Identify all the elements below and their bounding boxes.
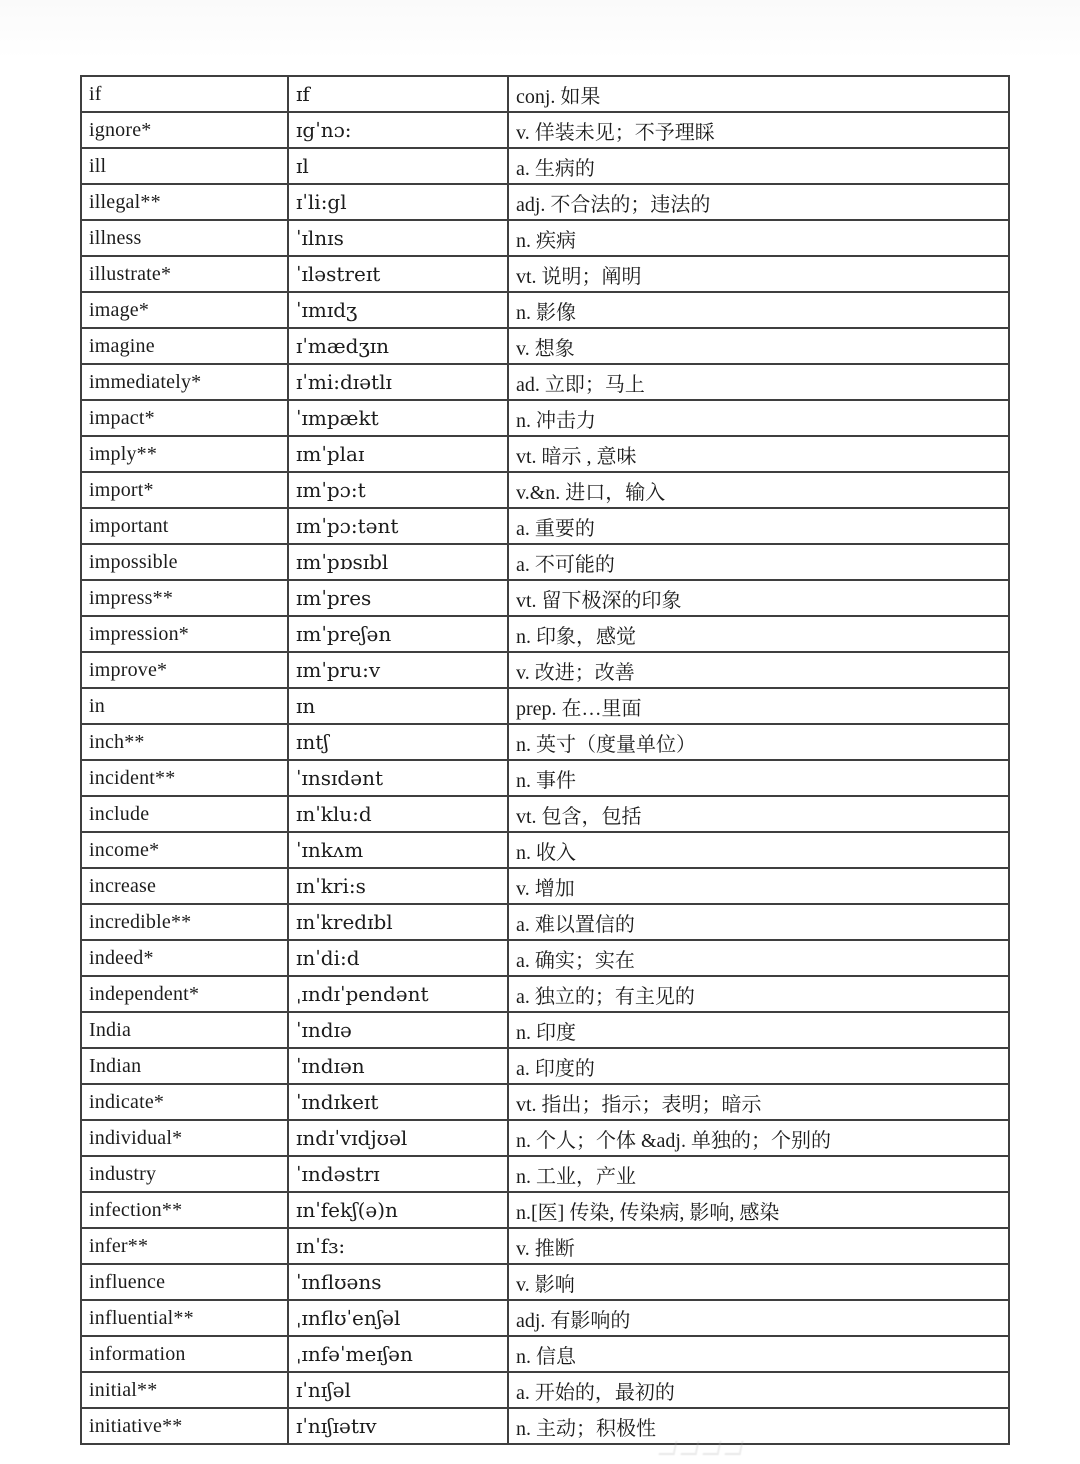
- word-cell: information: [81, 1336, 288, 1372]
- phonetic-cell: ɪmˈpreʃən: [288, 616, 508, 652]
- table-row: [81, 256, 1009, 292]
- word-cell: independent*: [81, 976, 288, 1012]
- table-row: [81, 220, 1009, 256]
- meaning-cell: vt. 说明；阐明: [508, 256, 1009, 292]
- word-cell: ignore*: [81, 112, 288, 148]
- phonetic-cell: ɪˈmi:dɪətlɪ: [288, 364, 508, 400]
- word-cell: increase: [81, 868, 288, 904]
- phonetic-cell: ɪnˈfekʃ(ə)n: [288, 1192, 508, 1228]
- meaning-cell: vt. 暗示 , 意味: [508, 436, 1009, 472]
- table-row: [81, 1048, 1009, 1084]
- word-cell: individual*: [81, 1120, 288, 1156]
- meaning-cell: adj. 不合法的；违法的: [508, 184, 1009, 220]
- word-cell: indicate*: [81, 1084, 288, 1120]
- word-cell: incident**: [81, 760, 288, 796]
- phonetic-cell: ˌɪndɪˈpendənt: [288, 976, 508, 1012]
- word-cell: important: [81, 508, 288, 544]
- word-cell: impress**: [81, 580, 288, 616]
- table-row: [81, 1156, 1009, 1192]
- word-cell: Indian: [81, 1048, 288, 1084]
- phonetic-cell: ɪˈmædʒɪn: [288, 328, 508, 364]
- meaning-cell: n. 印象，感觉: [508, 616, 1009, 652]
- table-row: [81, 508, 1009, 544]
- meaning-cell: conj. 如果: [508, 76, 1009, 112]
- word-cell: influential**: [81, 1300, 288, 1336]
- table-row: [81, 436, 1009, 472]
- table-row: [81, 580, 1009, 616]
- meaning-cell: n. 印度: [508, 1012, 1009, 1048]
- word-cell: industry: [81, 1156, 288, 1192]
- phonetic-cell: ˈɪnkʌm: [288, 832, 508, 868]
- phonetic-cell: ˈɪnsɪdənt: [288, 760, 508, 796]
- table-row: [81, 1300, 1009, 1336]
- word-cell: infection**: [81, 1192, 288, 1228]
- table-row: [81, 1012, 1009, 1048]
- word-cell: image*: [81, 292, 288, 328]
- meaning-cell: a. 重要的: [508, 508, 1009, 544]
- word-cell: impression*: [81, 616, 288, 652]
- table-row: [81, 1264, 1009, 1300]
- phonetic-cell: ˈɪmpækt: [288, 400, 508, 436]
- phonetic-cell: ɪmˈpɔ:tənt: [288, 508, 508, 544]
- word-cell: illustrate*: [81, 256, 288, 292]
- meaning-cell: adj. 有影响的: [508, 1300, 1009, 1336]
- vocabulary-table: [80, 75, 1010, 1445]
- table-row: [81, 976, 1009, 1012]
- table-row: [81, 832, 1009, 868]
- phonetic-cell: ˈɪndɪkeɪt: [288, 1084, 508, 1120]
- phonetic-cell: ˈɪləstreɪt: [288, 256, 508, 292]
- table-row: [81, 760, 1009, 796]
- table-row: [81, 328, 1009, 364]
- table-row: [81, 1408, 1009, 1444]
- word-cell: India: [81, 1012, 288, 1048]
- phonetic-cell: ɪntʃ: [288, 724, 508, 760]
- meaning-cell: v. 佯装未见；不予理睬: [508, 112, 1009, 148]
- meaning-cell: vt. 留下极深的印象: [508, 580, 1009, 616]
- table-row: [81, 472, 1009, 508]
- phonetic-cell: ɪndɪˈvɪdjʊəl: [288, 1120, 508, 1156]
- meaning-cell: a. 独立的；有主见的: [508, 976, 1009, 1012]
- meaning-cell: n. 个人；个体 &adj. 单独的；个别的: [508, 1120, 1009, 1156]
- word-cell: income*: [81, 832, 288, 868]
- phonetic-cell: ˈɪlnɪs: [288, 220, 508, 256]
- phonetic-cell: ɪˈnɪʃɪətɪv: [288, 1408, 508, 1444]
- phonetic-cell: ˈɪndɪə: [288, 1012, 508, 1048]
- phonetic-cell: ɪˈnɪʃəl: [288, 1372, 508, 1408]
- meaning-cell: v. 影响: [508, 1264, 1009, 1300]
- table-row: [81, 868, 1009, 904]
- meaning-cell: n. 疾病: [508, 220, 1009, 256]
- phonetic-cell: ˈɪndəstrɪ: [288, 1156, 508, 1192]
- table-row: [81, 1372, 1009, 1408]
- meaning-cell: a. 不可能的: [508, 544, 1009, 580]
- table-row: [81, 1120, 1009, 1156]
- meaning-cell: vt. 指出；指示；表明；暗示: [508, 1084, 1009, 1120]
- table-row: [81, 292, 1009, 328]
- phonetic-cell: ɪnˈdi:d: [288, 940, 508, 976]
- word-cell: illness: [81, 220, 288, 256]
- word-cell: imagine: [81, 328, 288, 364]
- phonetic-cell: ɪmˈpres: [288, 580, 508, 616]
- table-row: [81, 616, 1009, 652]
- phonetic-cell: ɪmˈplaɪ: [288, 436, 508, 472]
- meaning-cell: a. 确实；实在: [508, 940, 1009, 976]
- word-cell: in: [81, 688, 288, 724]
- phonetic-cell: ɪf: [288, 76, 508, 112]
- table-row: [81, 688, 1009, 724]
- meaning-cell: v. 推断: [508, 1228, 1009, 1264]
- meaning-cell: a. 难以置信的: [508, 904, 1009, 940]
- phonetic-cell: ɪmˈpɔ:t: [288, 472, 508, 508]
- word-cell: impossible: [81, 544, 288, 580]
- phonetic-cell: ɪnˈkredɪbl: [288, 904, 508, 940]
- phonetic-cell: ˌɪnfəˈmeɪʃən: [288, 1336, 508, 1372]
- meaning-cell: v. 增加: [508, 868, 1009, 904]
- table-row: [81, 940, 1009, 976]
- word-cell: influence: [81, 1264, 288, 1300]
- phonetic-cell: ɪnˈkri:s: [288, 868, 508, 904]
- phonetic-cell: ɪmˈpru:v: [288, 652, 508, 688]
- meaning-cell: n. 收入: [508, 832, 1009, 868]
- word-cell: initial**: [81, 1372, 288, 1408]
- phonetic-cell: ˌɪnflʊˈenʃəl: [288, 1300, 508, 1336]
- phonetic-cell: ɪgˈnɔ:: [288, 112, 508, 148]
- word-cell: improve*: [81, 652, 288, 688]
- phonetic-cell: ɪˈli:gl: [288, 184, 508, 220]
- meaning-cell: vt. 包含，包括: [508, 796, 1009, 832]
- table-row: [81, 364, 1009, 400]
- word-cell: infer**: [81, 1228, 288, 1264]
- meaning-cell: v. 改进；改善: [508, 652, 1009, 688]
- meaning-cell: n. 英寸（度量单位）: [508, 724, 1009, 760]
- table-row: [81, 724, 1009, 760]
- word-cell: inch**: [81, 724, 288, 760]
- table-row: [81, 652, 1009, 688]
- meaning-cell: a. 印度的: [508, 1048, 1009, 1084]
- table-row: [81, 148, 1009, 184]
- phonetic-cell: ˈɪndɪən: [288, 1048, 508, 1084]
- word-cell: incredible**: [81, 904, 288, 940]
- meaning-cell: n. 信息: [508, 1336, 1009, 1372]
- word-cell: if: [81, 76, 288, 112]
- word-cell: illegal**: [81, 184, 288, 220]
- meaning-cell: ad. 立即；马上: [508, 364, 1009, 400]
- phonetic-cell: ɪl: [288, 148, 508, 184]
- word-cell: impact*: [81, 400, 288, 436]
- word-cell: ill: [81, 148, 288, 184]
- meaning-cell: a. 生病的: [508, 148, 1009, 184]
- phonetic-cell: ɪmˈpɒsɪbl: [288, 544, 508, 580]
- phonetic-cell: ˈɪmɪdʒ: [288, 292, 508, 328]
- table-row: [81, 1336, 1009, 1372]
- table-row: [81, 904, 1009, 940]
- table-row: [81, 1084, 1009, 1120]
- meaning-cell: n. 事件: [508, 760, 1009, 796]
- meaning-cell: n.[医] 传染, 传染病, 影响, 感染: [508, 1192, 1009, 1228]
- phonetic-cell: ˈɪnflʊəns: [288, 1264, 508, 1300]
- table-row: [81, 544, 1009, 580]
- table-row: [81, 112, 1009, 148]
- phonetic-cell: ɪnˈklu:d: [288, 796, 508, 832]
- word-cell: imply**: [81, 436, 288, 472]
- table-row: [81, 1228, 1009, 1264]
- meaning-cell: a. 开始的，最初的: [508, 1372, 1009, 1408]
- meaning-cell: v.&n. 进口，输入: [508, 472, 1009, 508]
- meaning-cell: n. 工业，产业: [508, 1156, 1009, 1192]
- phonetic-cell: ɪn: [288, 688, 508, 724]
- word-cell: indeed*: [81, 940, 288, 976]
- phonetic-cell: ɪnˈfɜ:: [288, 1228, 508, 1264]
- meaning-cell: n. 主动；积极性: [508, 1408, 1009, 1444]
- table-row: [81, 796, 1009, 832]
- word-cell: initiative**: [81, 1408, 288, 1444]
- table-row: [81, 400, 1009, 436]
- word-cell: include: [81, 796, 288, 832]
- table-row: [81, 184, 1009, 220]
- word-cell: import*: [81, 472, 288, 508]
- word-cell: immediately*: [81, 364, 288, 400]
- meaning-cell: prep. 在…里面: [508, 688, 1009, 724]
- meaning-cell: n. 冲击力: [508, 400, 1009, 436]
- meaning-cell: n. 影像: [508, 292, 1009, 328]
- table-row: [81, 76, 1009, 112]
- meaning-cell: v. 想象: [508, 328, 1009, 364]
- table-row: [81, 1192, 1009, 1228]
